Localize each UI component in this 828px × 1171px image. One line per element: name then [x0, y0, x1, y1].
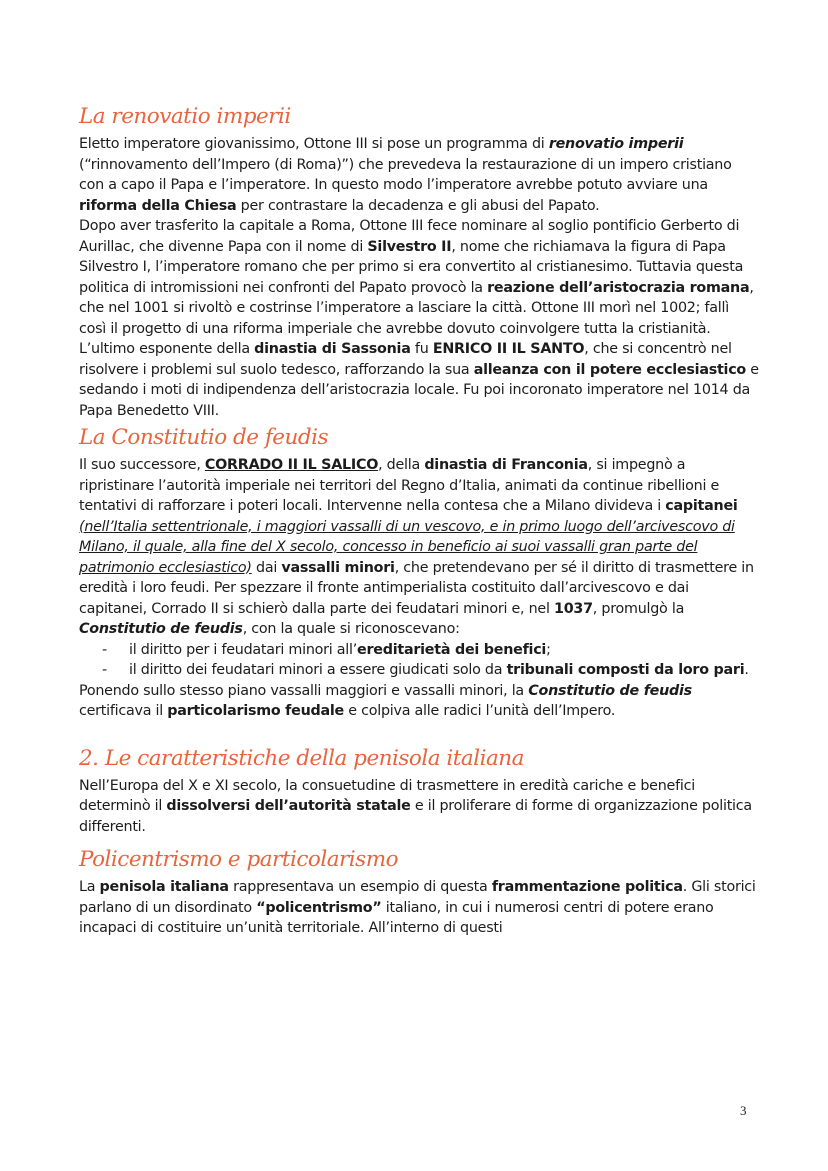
paragraph-renovatio-1: Eletto imperatore giovanissimo, Ottone III si pose un programma di renovatio imperii (“rinnovamento dell’Impero (di Roma)”) che prevedeva la restaurazione di un impero cristiano con a capo il Papa e l’imperatore. In questo modo l’imperatore avrebbe potuto avviare una riforma della Chiesa per contrastare la decadenza e gli abusi del Papato.: [79, 136, 732, 214]
document-page: [79, 100, 759, 939]
section-heading-policentrismo: Policentrismo e particolarismo: [79, 847, 399, 872]
page-number: 3: [740, 1103, 747, 1118]
list-item: - il diritto dei feudatari minori a essere giudicati solo da tribunali composti da loro pari.: [102, 662, 749, 678]
paragraph-renovatio-2: Dopo aver trasferito la capitale a Roma, Ottone III fece nominare al soglio pontificio Gerberto di Aurillac, che divenne Papa con il nome di Silvestro II, nome che richiamava la figura di Papa Silvestro I, l’imperatore romano che per primo si era convertito al cristianesimo. Tuttavia questa politica di intromissioni nei confronti del Papato provocò la reazione dell’aristocrazia romana, che nel 1001 si rivoltò e costrinse l’imperatore a lasciare la città. Ottone III morì nel 1002; fallì così il progetto di una riforma imperiale che avrebbe dovuto coinvolgere tutta la cristianità.: [79, 218, 754, 337]
rights-list: [79, 640, 759, 681]
paragraph-penisola-1: Nell’Europa del X e XI secolo, la consuetudine di trasmettere in eredità cariche e benefici determinò il dissolversi dell’autorità statale e il proliferare di forme di organizzazione politica differenti.: [79, 777, 752, 835]
paragraph-constitutio-1: Il suo successore, CORRADO II IL SALICO, della dinastia di Franconia, si impegnò a ripristinare l’autorità imperiale nei territori del Regno d’Italia, animati da continue ribellioni e tentativi di rafforzare i poteri locali. Intervenne nella contesa che a Milano divideva i capitanei (nell’Italia settentrionale, i maggiori vassalli di un vescovo, e in primo luogo dell’arcivescovo di Milano, il quale, alla fine del X secolo, concesso in beneficio ai suoi vassalli gran parte del patrimonio ecclesiastico) dai vassalli minori, che pretendevano per sé il diritto di trasmettere in eredità i loro feudi. Per spezzare il fronte antimperialista costituito dall’arcivescovo e dai capitanei, Corrado II si schierò dalla parte dei feudatari minori e, nel 1037, promulgò la Constitutio de feudis, con la quale si riconoscevano:: [79, 457, 754, 637]
section-heading-constitutio: La Constitutio de feudis: [79, 425, 329, 450]
paragraph-renovatio-3: L’ultimo esponente della dinastia di Sassonia fu ENRICO II IL SANTO, che si concentrò nel risolvere i problemi sul suolo tedesco, rafforzando la sua alleanza con il potere ecclesiastico e sedando i moti di indipendenza dell’aristocrazia locale. Fu poi incoronato imperatore nel 1014 da Papa Benedetto VIII.: [79, 341, 759, 419]
paragraph-policentrismo-1: La penisola italiana rappresentava un esempio di questa frammentazione politica. Gli storici parlano di un disordinato “policentrismo” italiano, in cui i numerosi centri di potere erano incapaci di costituire un’unità territoriale. All’interno di questi: [79, 879, 756, 936]
chapter-heading-penisola: 2. Le caratteristiche della penisola italiana: [79, 745, 524, 771]
paragraph-constitutio-2: Ponendo sullo stesso piano vassalli maggiori e vassalli minori, la Constitutio de feudis certificava il particolarismo feudale e colpiva alle radici l’unità dell’Impero.: [79, 682, 692, 719]
section-heading-renovatio: La renovatio imperii: [79, 104, 291, 129]
list-item: - il diritto per i feudatari minori all’ereditarietà dei benefici;: [102, 641, 551, 658]
